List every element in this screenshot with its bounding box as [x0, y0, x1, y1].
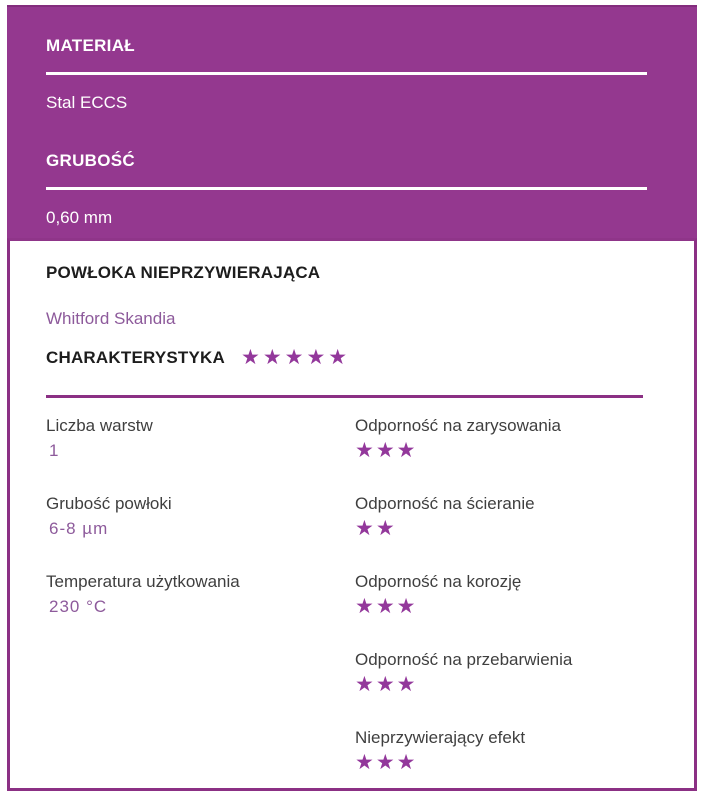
characteristics-star-rating: ★★★★★ [241, 346, 351, 369]
rating-label: Odporność na korozję [355, 572, 522, 591]
spec-value: 230 °C [49, 597, 108, 616]
specs-grid [46, 415, 643, 775]
characteristics-label: CHARAKTERYSTYKA [46, 348, 225, 367]
coating-panel-title: POWŁOKA NIEPRZYWIERAJĄCA [46, 263, 321, 282]
material-value: Stal ECCS [46, 93, 128, 112]
characteristics-divider [46, 395, 643, 398]
spec-usage-temperature [46, 571, 355, 649]
thickness-divider [46, 187, 647, 190]
rating-label: Odporność na ścieranie [355, 494, 535, 513]
spec-layers [46, 415, 355, 493]
rating-label: Odporność na przebarwienia [355, 650, 573, 669]
characteristics-row [46, 347, 643, 369]
rating-corrosion-resistance [355, 571, 643, 649]
material-heading: MATERIAŁ [46, 36, 135, 55]
product-spec-card [7, 5, 697, 791]
spec-label: Grubość powłoki [46, 494, 172, 513]
spec-value: 1 [49, 441, 60, 460]
rating-abrasion-resistance [355, 493, 643, 571]
rating-label: Nieprzywierający efekt [355, 728, 526, 747]
coating-panel [7, 238, 697, 791]
thickness-value: 0,60 mm [46, 208, 113, 227]
rating-label: Odporność na zarysowania [355, 416, 562, 435]
star-rating: ★★★ [355, 595, 418, 618]
header-spacer [46, 113, 647, 151]
star-rating: ★★★ [355, 673, 418, 696]
rating-scratch-resistance [355, 415, 643, 493]
material-divider [46, 72, 647, 75]
spec-value: 6-8 µm [49, 519, 109, 538]
star-rating: ★★ [355, 517, 397, 540]
star-rating: ★★★ [355, 751, 418, 774]
spec-label: Temperatura użytkowania [46, 572, 240, 591]
coating-name: Whitford Skandia [46, 309, 176, 328]
rating-nonstick-effect [355, 727, 643, 775]
spec-label: Liczba warstw [46, 416, 153, 435]
star-rating: ★★★ [355, 439, 418, 462]
rating-discoloration-resistance [355, 649, 643, 727]
spec-coating-thickness [46, 493, 355, 571]
thickness-heading: GRUBOŚĆ [46, 151, 135, 170]
material-header-block [7, 5, 697, 238]
